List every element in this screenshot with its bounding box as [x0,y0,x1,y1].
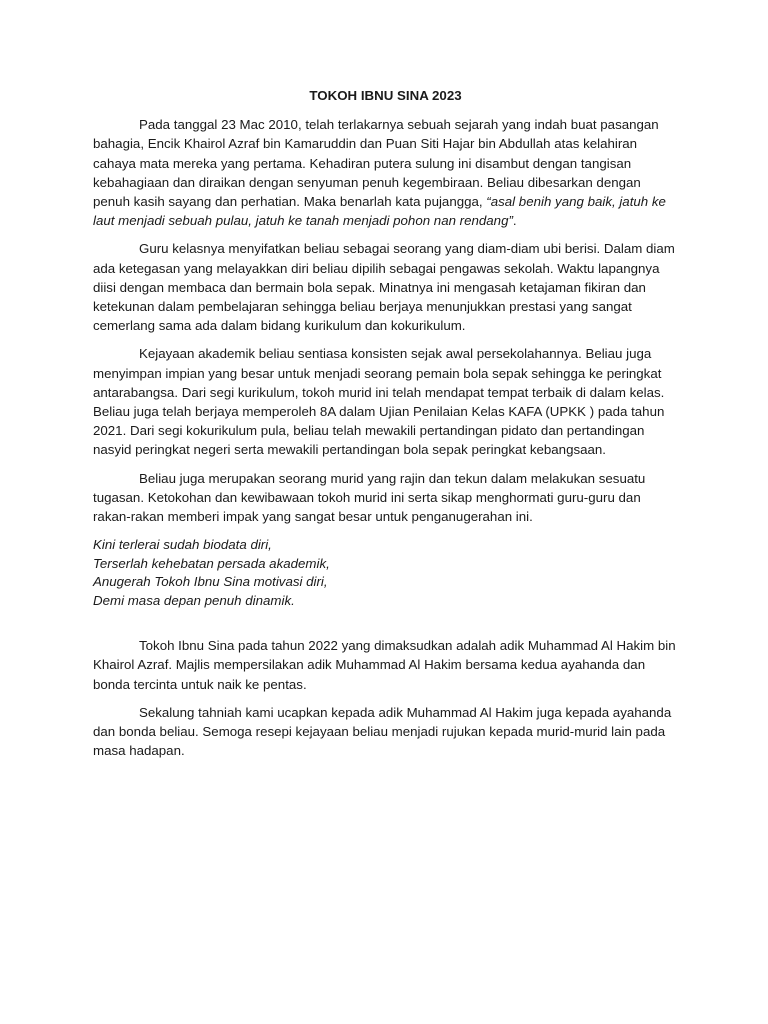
paragraph-1-quote: “asal benih yang baik, jatuh ke laut menjadi sebuah pulau, jatuh ke tanah menjadi pohon nan rendang” [93,194,666,229]
poem-line-3: Anugerah Tokoh Ibnu Sina motivasi diri, [93,574,328,590]
paragraph-6: Sekalung tahniah kami ucapkan kepada adik Muhammad Al Hakim juga kepada ayahanda dan bonda beliau. Semoga resepi kejayaan beliau menjadi rujukan kepada murid-murid lain pada masa hadapan. [93,704,672,759]
poem-line-4: Demi masa depan penuh dinamik. [93,592,295,608]
paragraph-4: Beliau juga merupakan seorang murid yang rajin dan tekun dalam melakukan sesuatu tugasan. Ketokohan dan kewibawaan tokoh murid ini serta sikap menghormati guru-guru dan rakan-rakan memberi impak yang sangat besar untuk penganugerahan ini. [93,470,646,525]
paragraph-1-text: Pada tanggal 23 Mac 2010, telah terlakarnya sebuah sejarah yang indah buat pasangan bahagia, Encik Khairol Azraf bin Kamaruddin dan Puan Siti Hajar bin Abdullah atas kelahiran cahaya mata mereka yang pertama. Kehadiran putera sulung ini disambut dengan tangisan kebahagiaan dan diraikan dengan senyuman penuh kegembiraan. Beliau dibesarkan dengan penuh kasih sayang dan perhatian. Maka benarlah kata pujangga, [93,117,659,210]
document-title: TOKOH IBNU SINA 2023 [309,88,462,103]
paragraph-2: Guru kelasnya menyifatkan beliau sebagai seorang yang diam-diam ubi berisi. Dalam diam ada ketegasan yang melayakkan diri beliau dipilih sebagai pengawas sekolah. Waktu lapangnya diisi dengan membaca dan bermain bola sepak. Minatnya ini mengasah ketajaman fikiran dan ketekunan dalam pembelajaran sehingga beliau berjaya menunjukkan prestasi yang sangat cemerlang sama ada dalam bidang kurikulum dan kokurikulum. [93,241,675,334]
paragraph-5: Tokoh Ibnu Sina pada tahun 2022 yang dimaksudkan adalah adik Muhammad Al Hakim bin Khairol Azraf. Majlis mempersilakan adik Muhammad Al Hakim bersama kedua ayahanda dan bonda tercinta untuk naik ke pentas. [93,638,676,692]
paragraph-1-end: . [512,213,517,229]
poem-line-2: Terserlah kehebatan persada akademik, [93,555,330,571]
document-page [93,86,678,769]
poem [93,536,678,610]
paragraph-1 [93,115,678,230]
paragraph-3: Kejayaan akademik beliau sentiasa konsisten sejak awal persekolahannya. Beliau juga menyimpan impian yang besar untuk menjadi seorang pemain bola sepak sehingga ke peringkat antarabangsa. Dari segi kurikulum, tokoh murid ini telah mendapat tempat terbaik di dalam kelas. Beliau juga telah berjaya memperoleh 8A dalam Ujian Penilaian Kelas KAFA (UPKK ) pada tahun 2021. Dari segi kokurikulum pula, beliau telah mewakili pertandingan pidato dan pertandingan nasyid peringkat negeri serta mewakili pertandingan bola sepak peringkat kebangsaan. [93,346,665,458]
poem-line-1: Kini terlerai sudah biodata diri, [93,537,272,553]
